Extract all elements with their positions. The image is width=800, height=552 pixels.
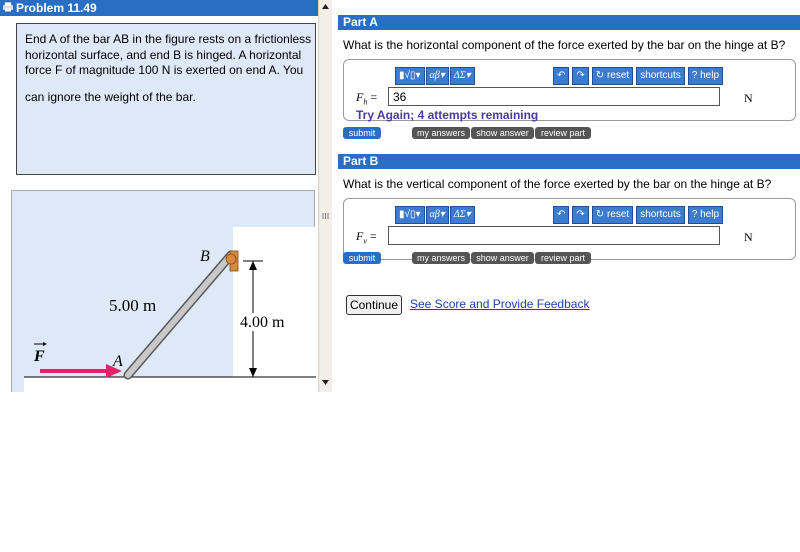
part-a-question: What is the horizontal component of the force exerted by the bar on the hinge at B? [343, 38, 786, 52]
problem-figure [11, 190, 315, 392]
part-b-review-part-button[interactable]: review part [535, 252, 591, 264]
part-b-unit: N [744, 230, 753, 244]
part-b-math-toolbar [395, 206, 476, 224]
part-b-edit-toolbar [553, 206, 724, 224]
help-icon: ? [691, 209, 701, 220]
scroll-grip-icon[interactable] [322, 212, 329, 220]
chevron-down-icon: ▾ [415, 70, 421, 81]
problem-title: Problem 11.49 [16, 1, 97, 15]
part-b-variable-label: $F_v$ = [356, 229, 377, 246]
part-a-show-answer-button[interactable]: show answer [471, 127, 534, 139]
chevron-down-icon: ▾ [415, 209, 421, 220]
part-a-answer-input[interactable]: 36 [388, 87, 720, 106]
see-score-link[interactable]: See Score and Provide Feedback [410, 297, 590, 311]
part-b-submit-button[interactable]: submit [343, 252, 381, 264]
symbols-button[interactable]: ΔΣ▾ [450, 206, 475, 224]
answer-panel [334, 0, 800, 340]
symbols-button[interactable]: ΔΣ▾ [450, 67, 475, 85]
redo-icon[interactable]: ↷ [572, 206, 588, 224]
part-a-feedback: Try Again; 4 attempts remaining [356, 108, 539, 122]
chevron-down-icon: ▾ [465, 209, 471, 220]
hinge-pin [226, 254, 236, 264]
scroll-up-icon[interactable] [320, 1, 331, 12]
label-a: A [113, 353, 123, 370]
bar-ab [128, 255, 231, 375]
help-button[interactable]: ? help [688, 206, 723, 224]
bar-hinge-diagram [12, 191, 316, 393]
part-b-my-answers-button[interactable]: my answers [412, 252, 470, 264]
problem-title-bar [0, 0, 318, 16]
shortcuts-button[interactable]: shortcuts [636, 67, 685, 85]
part-a-review-part-button[interactable]: review part [535, 127, 591, 139]
greek-button[interactable]: αβ▾ [426, 206, 449, 224]
part-a-math-toolbar [395, 67, 476, 85]
part-b-answer-box [343, 198, 796, 260]
vertical-scrollbar[interactable] [318, 0, 332, 392]
part-a-header [338, 15, 800, 30]
part-b-answer-input[interactable] [388, 226, 720, 245]
scroll-down-icon[interactable] [320, 377, 331, 388]
problem-panel [0, 0, 318, 392]
templates-button[interactable]: ▮√▯▾ [395, 67, 425, 85]
label-b: B [200, 248, 210, 265]
reset-button[interactable]: ↻ reset [592, 206, 633, 224]
part-a-edit-toolbar [553, 67, 724, 85]
print-icon[interactable] [3, 2, 13, 12]
reset-icon: ↻ [595, 209, 607, 220]
help-icon: ? [691, 70, 701, 81]
height-label: 4.00 m [240, 314, 285, 331]
part-b-title: Part B [343, 154, 379, 168]
part-b-show-answer-button[interactable]: show answer [471, 252, 534, 264]
shortcuts-button[interactable]: shortcuts [636, 206, 685, 224]
force-vector-arrow [43, 342, 47, 346]
continue-button[interactable]: Continue [346, 295, 402, 315]
problem-statement-box [16, 23, 316, 175]
part-b-question: What is the vertical component of the force exerted by the bar on the hinge at B? [343, 177, 772, 191]
chevron-down-icon: ▾ [439, 70, 445, 81]
undo-icon[interactable]: ↶ [553, 206, 569, 224]
bar-length-label: 5.00 m [109, 296, 157, 315]
wall [233, 227, 316, 393]
part-a-my-answers-button[interactable]: my answers [412, 127, 470, 139]
problem-text-line2: can ignore the weight of the bar. [25, 90, 196, 104]
undo-icon[interactable]: ↶ [553, 67, 569, 85]
part-a-submit-button[interactable]: submit [343, 127, 381, 139]
part-a-unit: N [744, 91, 753, 105]
chevron-down-icon: ▾ [465, 70, 471, 81]
greek-button[interactable]: αβ▾ [426, 67, 449, 85]
force-label: F [34, 348, 45, 365]
reset-icon: ↻ [595, 70, 607, 81]
reset-button[interactable]: ↻ reset [592, 67, 633, 85]
templates-button[interactable]: ▮√▯▾ [395, 206, 425, 224]
part-a-title: Part A [343, 15, 378, 29]
problem-text: End A of the bar AB in the figure rests on a frictionless horizontal surface, and end B is hinged. A horizontal force F of magnitude 100 N is exerted on end A. You [25, 32, 312, 78]
chevron-down-icon: ▾ [439, 209, 445, 220]
part-a-variable-label: $F_h$ = [356, 90, 378, 107]
floor [24, 377, 316, 393]
help-button[interactable]: ? help [688, 67, 723, 85]
redo-icon[interactable]: ↷ [572, 67, 588, 85]
part-b-header [338, 154, 800, 169]
